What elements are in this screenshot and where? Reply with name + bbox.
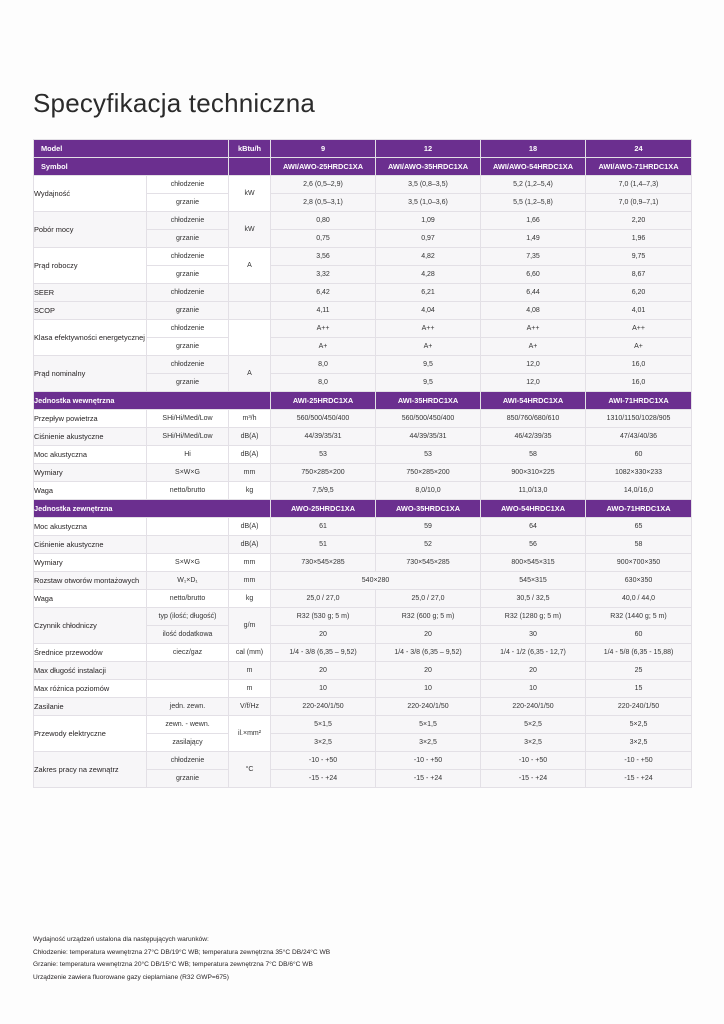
- row-unit: V/f/Hz: [229, 698, 271, 716]
- cell-value: 5,2 (1,2–5,4): [481, 176, 586, 194]
- cell-value: 1/4 - 1/2 (6,35 - 12,7): [481, 644, 586, 662]
- cell-value: R32 (1440 g; 5 m): [586, 608, 692, 626]
- cell-value: -10 - +50: [271, 752, 376, 770]
- row-sub-grzanie: grzanie: [147, 338, 229, 356]
- indoor-model-24: AWI-71HRDC1XA: [586, 392, 692, 410]
- cell-value: 800×545×315: [481, 554, 586, 572]
- cell-value: 20: [271, 662, 376, 680]
- row-unit: m³/h: [229, 410, 271, 428]
- row-unit: kg: [229, 482, 271, 500]
- row-sub: netto/brutto: [147, 482, 229, 500]
- cell-value: 1/4 - 3/8 (6,35 – 9,52): [271, 644, 376, 662]
- footnote-line: Urządzenie zawiera fluorowane gazy cieplarniane (R32 GWP=675): [33, 973, 229, 981]
- row-label-waga: Waga: [34, 482, 147, 500]
- cell-value: 2,20: [586, 212, 692, 230]
- cell-value: 4,04: [376, 302, 481, 320]
- cell-value: 3×2,5: [271, 734, 376, 752]
- row-sub-chlodzenie: chłodzenie: [147, 212, 229, 230]
- row-sub: chłodzenie: [147, 752, 229, 770]
- header-symbol-24: AWI/AWO-71HRDC1XA: [586, 158, 692, 176]
- row-unit: mm: [229, 572, 271, 590]
- row-sub: SHi/Hi/Med/Low: [147, 410, 229, 428]
- cell-value: 3,5 (1,0–3,6): [376, 194, 481, 212]
- footnotes: [33, 934, 693, 984]
- cell-value: 4,08: [481, 302, 586, 320]
- table-row: [34, 752, 692, 770]
- cell-value: 9,5: [376, 356, 481, 374]
- cell-value: 1,66: [481, 212, 586, 230]
- cell-value: A++: [271, 320, 376, 338]
- cell-value: -10 - +50: [586, 752, 692, 770]
- cell-value: 25: [586, 662, 692, 680]
- cell-value: 8,67: [586, 266, 692, 284]
- table-row: [34, 662, 692, 680]
- cell-value: 6,60: [481, 266, 586, 284]
- cell-value: 7,0 (0,9–7,1): [586, 194, 692, 212]
- table-row: [34, 644, 692, 662]
- cell-value: 30,5 / 32,5: [481, 590, 586, 608]
- row-unit: kg: [229, 590, 271, 608]
- footnote-line: Chłodzenie: temperatura wewnętrzna 27°C DB/19°C WB; temperatura zewnętrzna 35°C DB/24°C WB: [33, 948, 331, 956]
- cell-value: 52: [376, 536, 481, 554]
- cell-value: 59: [376, 518, 481, 536]
- cell-value: 65: [586, 518, 692, 536]
- row-label-waga: Waga: [34, 590, 147, 608]
- cell-value: -10 - +50: [376, 752, 481, 770]
- cell-value: -10 - +50: [481, 752, 586, 770]
- table-row: [34, 428, 692, 446]
- row-sub: [147, 518, 229, 536]
- section-label-outdoor: Jednostka zewnętrzna: [34, 500, 271, 518]
- cell-value: 1,96: [586, 230, 692, 248]
- header-symbol-12: AWI/AWO-35HRDC1XA: [376, 158, 481, 176]
- cell-value: A+: [271, 338, 376, 356]
- header-model-label: Model: [34, 140, 229, 158]
- cell-value: 1,09: [376, 212, 481, 230]
- row-unit: [229, 284, 271, 302]
- cell-value: -15 - +24: [481, 770, 586, 788]
- cell-value: 3×2,5: [376, 734, 481, 752]
- row-label-cisnienie-akustyczne: Ciśnienie akustyczne: [34, 428, 147, 446]
- row-unit: mm: [229, 464, 271, 482]
- row-sub: S×W×G: [147, 464, 229, 482]
- row-label-cisnienie-akustyczne: Ciśnienie akustyczne: [34, 536, 147, 554]
- row-unit: dB(A): [229, 518, 271, 536]
- cell-value: 0,75: [271, 230, 376, 248]
- cell-value: 11,0/13,0: [481, 482, 586, 500]
- cell-value: -15 - +24: [586, 770, 692, 788]
- cell-value: 730×545×285: [376, 554, 481, 572]
- row-unit: dB(A): [229, 446, 271, 464]
- cell-value: 53: [271, 446, 376, 464]
- cell-value: 14,0/16,0: [586, 482, 692, 500]
- row-unit: kW: [229, 212, 271, 248]
- row-label-wymiary: Wymiary: [34, 554, 147, 572]
- table-row: [34, 680, 692, 698]
- cell-value: A+: [586, 338, 692, 356]
- indoor-model-12: AWI-35HRDC1XA: [376, 392, 481, 410]
- cell-value: 630×350: [586, 572, 692, 590]
- cell-value: 6,42: [271, 284, 376, 302]
- row-sub-chlodzenie: chłodzenie: [147, 320, 229, 338]
- row-sub: S×W×G: [147, 554, 229, 572]
- table-row: [34, 482, 692, 500]
- header-size-9: 9: [271, 140, 376, 158]
- row-unit: A: [229, 356, 271, 392]
- section-header-indoor: [34, 392, 692, 410]
- row-label-przewody-elektryczne: Przewody elektryczne: [34, 716, 147, 752]
- table-row: [34, 302, 692, 320]
- cell-value: R32 (530 g; 5 m): [271, 608, 376, 626]
- table-row: [34, 248, 692, 266]
- cell-value: 220-240/1/50: [586, 698, 692, 716]
- cell-value: 16,0: [586, 374, 692, 392]
- cell-value: 44/39/35/31: [376, 428, 481, 446]
- cell-value: A++: [481, 320, 586, 338]
- cell-value: 7,5/9,5: [271, 482, 376, 500]
- cell-value: 1/4 - 5/8 (6,35 - 15,88): [586, 644, 692, 662]
- row-label-przeplyw-powietrza: Przepływ powietrza: [34, 410, 147, 428]
- cell-value: 56: [481, 536, 586, 554]
- cell-value: 7,35: [481, 248, 586, 266]
- cell-value: 220-240/1/50: [271, 698, 376, 716]
- cell-value: 10: [271, 680, 376, 698]
- table-row: [34, 284, 692, 302]
- cell-value: -15 - +24: [271, 770, 376, 788]
- cell-value: 10: [481, 680, 586, 698]
- row-sub-grzanie: grzanie: [147, 266, 229, 284]
- row-label-pobor-mocy: Pobór mocy: [34, 212, 147, 248]
- cell-value: 220-240/1/50: [376, 698, 481, 716]
- cell-value: 20: [271, 626, 376, 644]
- header-size-24: 24: [586, 140, 692, 158]
- cell-value: 7,0 (1,4–7,3): [586, 176, 692, 194]
- row-unit: dB(A): [229, 536, 271, 554]
- row-label-klasa-efektywnosci: Klasa efektywności energetycznej: [34, 320, 147, 356]
- cell-value: 900×700×350: [586, 554, 692, 572]
- row-sub: zewn. - wewn.: [147, 716, 229, 734]
- row-unit: g/m: [229, 608, 271, 644]
- cell-value: 4,11: [271, 302, 376, 320]
- cell-value: 1310/1150/1028/905: [586, 410, 692, 428]
- cell-value: 220-240/1/50: [481, 698, 586, 716]
- row-label-wydajnosc: Wydajność: [34, 176, 147, 212]
- row-label-moc-akustyczna: Moc akustyczna: [34, 518, 147, 536]
- header-symbol-18: AWI/AWO-54HRDC1XA: [481, 158, 586, 176]
- row-unit: A: [229, 248, 271, 284]
- cell-value: 16,0: [586, 356, 692, 374]
- table-row: [34, 698, 692, 716]
- table-row: [34, 212, 692, 230]
- cell-value: 850/760/680/610: [481, 410, 586, 428]
- row-sub-chlodzenie: chłodzenie: [147, 248, 229, 266]
- row-label-czynnik-chlodniczy: Czynnik chłodniczy: [34, 608, 147, 644]
- page-title: Specyfikacja techniczna: [33, 88, 316, 118]
- row-sub: jedn. zewn.: [147, 698, 229, 716]
- cell-value: 900×310×225: [481, 464, 586, 482]
- cell-value: 750×285×200: [376, 464, 481, 482]
- row-sub: ilość dodatkowa: [147, 626, 229, 644]
- cell-value: 30: [481, 626, 586, 644]
- cell-value: 8,0: [271, 356, 376, 374]
- cell-value: 25,0 / 27,0: [376, 590, 481, 608]
- row-sub: ciecz/gaz: [147, 644, 229, 662]
- header-symbol-label: Symbol: [34, 158, 229, 176]
- cell-value: 47/43/40/36: [586, 428, 692, 446]
- cell-value: 44/39/35/31: [271, 428, 376, 446]
- row-unit: °C: [229, 752, 271, 788]
- cell-value: 730×545×285: [271, 554, 376, 572]
- cell-value: -15 - +24: [376, 770, 481, 788]
- table-row: [34, 572, 692, 590]
- cell-value: 3,56: [271, 248, 376, 266]
- cell-value: 12,0: [481, 356, 586, 374]
- cell-value: 9,75: [586, 248, 692, 266]
- cell-value: 25,0 / 27,0: [271, 590, 376, 608]
- cell-value: 1082×330×233: [586, 464, 692, 482]
- cell-value: A+: [481, 338, 586, 356]
- row-label-prad-roboczy: Prąd roboczy: [34, 248, 147, 284]
- row-unit: kW: [229, 176, 271, 212]
- cell-value: A+: [376, 338, 481, 356]
- cell-value: 545×315: [481, 572, 586, 590]
- cell-value: 64: [481, 518, 586, 536]
- cell-value: 2,8 (0,5–3,1): [271, 194, 376, 212]
- table-row: [34, 446, 692, 464]
- cell-value: 5×1,5: [376, 716, 481, 734]
- cell-value: 12,0: [481, 374, 586, 392]
- table-row: [34, 536, 692, 554]
- footnote-line: Grzanie: temperatura wewnętrzna 20°C DB/15°C WB; temperatura zewnętrzna 7°C DB/6°C WB: [33, 961, 313, 969]
- row-sub-chlodzenie: chłodzenie: [147, 176, 229, 194]
- cell-value: 1/4 - 3/8 (6,35 – 9,52): [376, 644, 481, 662]
- cell-value: 60: [586, 446, 692, 464]
- row-label-zasilanie: Zasilanie: [34, 698, 147, 716]
- cell-value: 58: [586, 536, 692, 554]
- cell-value: 4,01: [586, 302, 692, 320]
- header-size-12: 12: [376, 140, 481, 158]
- cell-value: 15: [586, 680, 692, 698]
- cell-value: A++: [586, 320, 692, 338]
- row-label-zakres-pracy: Zakres pracy na zewnątrz: [34, 752, 147, 788]
- cell-value: 5×2,5: [586, 716, 692, 734]
- row-sub-grzanie: grzanie: [147, 374, 229, 392]
- row-sub: [147, 662, 229, 680]
- header-symbol-9: AWI/AWO-25HRDC1XA: [271, 158, 376, 176]
- cell-value: 560/500/450/400: [271, 410, 376, 428]
- row-label-max-roznica: Max różnica poziomów: [34, 680, 147, 698]
- row-sub-grzanie: grzanie: [147, 302, 229, 320]
- cell-value: 3,32: [271, 266, 376, 284]
- row-sub: SHi/Hi/Med/Low: [147, 428, 229, 446]
- cell-value: 560/500/450/400: [376, 410, 481, 428]
- row-label-moc-akustyczna: Moc akustyczna: [34, 446, 147, 464]
- cell-value: 6,21: [376, 284, 481, 302]
- footnote-line: Wydajność urządzeń ustalona dla następujących warunków:: [33, 936, 209, 943]
- outdoor-model-12: AWO-35HRDC1XA: [376, 500, 481, 518]
- cell-value: R32 (1280 g; 5 m): [481, 608, 586, 626]
- cell-value: 5×1,5: [271, 716, 376, 734]
- cell-value: 3×2,5: [586, 734, 692, 752]
- table-row: [34, 716, 692, 734]
- row-unit: [229, 302, 271, 320]
- row-label-prad-nominalny: Prąd nominalny: [34, 356, 147, 392]
- cell-value: A++: [376, 320, 481, 338]
- row-label-max-dlugosc: Max długość instalacji: [34, 662, 147, 680]
- outdoor-model-24: AWO-71HRDC1XA: [586, 500, 692, 518]
- cell-value: 60: [586, 626, 692, 644]
- cell-value: 4,28: [376, 266, 481, 284]
- row-label-seer: SEER: [34, 284, 147, 302]
- row-sub-grzanie: grzanie: [147, 194, 229, 212]
- section-header-outdoor: [34, 500, 692, 518]
- row-sub-chlodzenie: chłodzenie: [147, 284, 229, 302]
- section-label-indoor: Jednostka wewnętrzna: [34, 392, 271, 410]
- row-unit: m: [229, 662, 271, 680]
- row-sub-grzanie: grzanie: [147, 230, 229, 248]
- row-label-wymiary: Wymiary: [34, 464, 147, 482]
- indoor-model-9: AWI-25HRDC1XA: [271, 392, 376, 410]
- row-sub: netto/brutto: [147, 590, 229, 608]
- cell-value: 20: [481, 662, 586, 680]
- row-unit: il.×mm²: [229, 716, 271, 752]
- cell-value: 750×285×200: [271, 464, 376, 482]
- row-unit: cal (mm): [229, 644, 271, 662]
- table-row: [34, 518, 692, 536]
- row-sub: zasilający: [147, 734, 229, 752]
- header-symbol-unit-blank: [229, 158, 271, 176]
- cell-value: 6,20: [586, 284, 692, 302]
- row-sub: [147, 536, 229, 554]
- cell-value: 9,5: [376, 374, 481, 392]
- cell-value: 46/42/39/35: [481, 428, 586, 446]
- cell-value: 0,80: [271, 212, 376, 230]
- row-sub: Hi: [147, 446, 229, 464]
- cell-value: R32 (600 g; 5 m): [376, 608, 481, 626]
- cell-value: 40,0 / 44,0: [586, 590, 692, 608]
- row-unit: [229, 320, 271, 356]
- row-label-srednice-przewodow: Średnice przewodów: [34, 644, 147, 662]
- cell-value: 8,0/10,0: [376, 482, 481, 500]
- row-label-rozstaw-otworow: Rozstaw otworów montażowych: [34, 572, 147, 590]
- row-sub: grzanie: [147, 770, 229, 788]
- specification-table: [33, 139, 692, 788]
- table-row: [34, 608, 692, 626]
- cell-value: 540×280: [271, 572, 481, 590]
- cell-value: 3,5 (0,8–3,5): [376, 176, 481, 194]
- table-row: [34, 176, 692, 194]
- cell-value: 51: [271, 536, 376, 554]
- outdoor-model-9: AWO-25HRDC1XA: [271, 500, 376, 518]
- cell-value: 5,5 (1,2–5,8): [481, 194, 586, 212]
- table-row: [34, 590, 692, 608]
- row-unit: m: [229, 680, 271, 698]
- cell-value: 5×2,5: [481, 716, 586, 734]
- cell-value: 1,49: [481, 230, 586, 248]
- cell-value: 61: [271, 518, 376, 536]
- cell-value: 8,0: [271, 374, 376, 392]
- table-row: [34, 554, 692, 572]
- table-row: [34, 410, 692, 428]
- cell-value: 20: [376, 626, 481, 644]
- cell-value: 2,6 (0,5–2,9): [271, 176, 376, 194]
- table-row: [34, 320, 692, 338]
- cell-value: 6,44: [481, 284, 586, 302]
- header-size-18: 18: [481, 140, 586, 158]
- table-row: [34, 356, 692, 374]
- cell-value: 53: [376, 446, 481, 464]
- outdoor-model-18: AWO-54HRDC1XA: [481, 500, 586, 518]
- header-unit-kbtu: kBtu/h: [229, 140, 271, 158]
- cell-value: 58: [481, 446, 586, 464]
- row-sub: typ (ilość; długość): [147, 608, 229, 626]
- table-header-model-row: [34, 140, 692, 158]
- cell-value: 3×2,5: [481, 734, 586, 752]
- row-sub: [147, 680, 229, 698]
- indoor-model-18: AWI-54HRDC1XA: [481, 392, 586, 410]
- cell-value: 4,82: [376, 248, 481, 266]
- table-row: [34, 464, 692, 482]
- row-sub-chlodzenie: chłodzenie: [147, 356, 229, 374]
- row-unit: dB(A): [229, 428, 271, 446]
- cell-value: 0,97: [376, 230, 481, 248]
- cell-value: 20: [376, 662, 481, 680]
- row-label-scop: SCOP: [34, 302, 147, 320]
- row-sub: W₁×D₁: [147, 572, 229, 590]
- cell-value: 10: [376, 680, 481, 698]
- row-unit: mm: [229, 554, 271, 572]
- table-header-symbol-row: [34, 158, 692, 176]
